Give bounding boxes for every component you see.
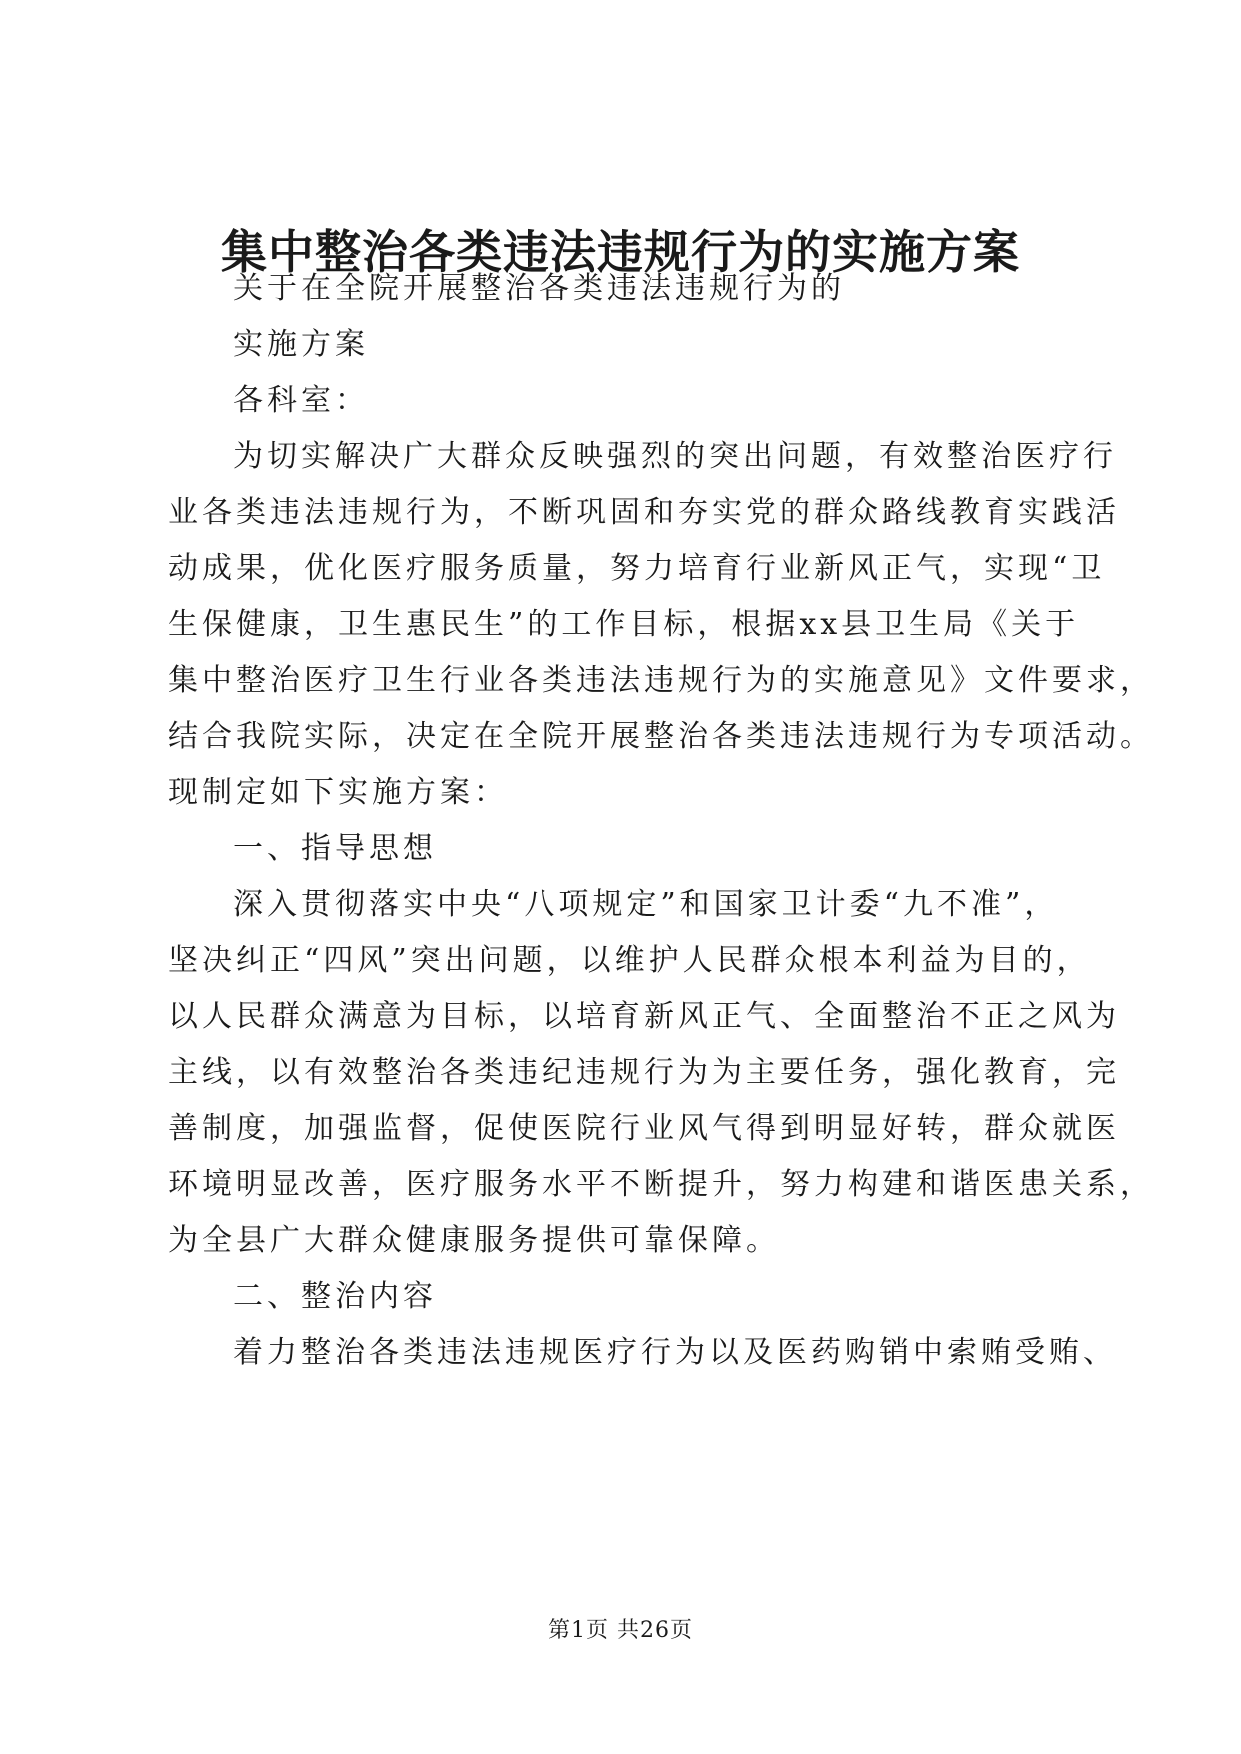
paragraph-line: 为切实解决广大群众反映强烈的突出问题，有效整治医疗行	[233, 439, 1117, 474]
paragraph-line: 坚决纠正“四风”突出问题，以维护人民群众根本利益为目的，	[168, 943, 1091, 978]
paragraph-line: 环境明显改善，医疗服务水平不断提升，努力构建和谐医患关系，	[168, 1167, 1154, 1202]
subtitle-line-1: 关于在全院开展整治各类违法违规行为的	[233, 271, 845, 306]
salutation: 各科室：	[233, 383, 369, 418]
paragraph-line: 为全县广大群众健康服务提供可靠保障。	[168, 1223, 780, 1258]
subtitle-line-2: 实施方案	[233, 327, 369, 362]
paragraph-line: 着力整治各类违法违规医疗行为以及医药购销中索贿受贿、	[233, 1335, 1117, 1370]
section-heading-1: 一、指导思想	[233, 831, 437, 866]
document-title: 集中整治各类违法违规行为的实施方案	[221, 225, 1020, 279]
paragraph-line: 业各类违法违规行为，不断巩固和夯实党的群众路线教育实践活	[168, 495, 1120, 530]
paragraph-line: 善制度，加强监督，促使医院行业风气得到明显好转，群众就医	[168, 1111, 1120, 1146]
paragraph-line: 生保健康，卫生惠民生”的工作目标，根据xx县卫生局《关于	[168, 607, 1080, 642]
section-heading-2: 二、整治内容	[233, 1279, 437, 1314]
paragraph-line: 深入贯彻落实中央“八项规定”和国家卫计委“九不准”，	[233, 887, 1059, 922]
paragraph-line: 结合我院实际，决定在全院开展整治各类违法违规行为专项活动。	[168, 719, 1154, 754]
page-footer: 第1页 共26页	[548, 1618, 693, 1643]
paragraph-line: 动成果，优化医疗服务质量，努力培育行业新风正气，实现“卫	[168, 551, 1106, 586]
paragraph-line: 集中整治医疗卫生行业各类违法违规行为的实施意见》文件要求，	[168, 663, 1154, 698]
paragraph-line: 现制定如下实施方案：	[168, 775, 508, 810]
paragraph-line: 以人民群众满意为目标，以培育新风正气、全面整治不正之风为	[168, 999, 1120, 1034]
paragraph-line: 主线，以有效整治各类违纪违规行为为主要任务，强化教育，完	[168, 1055, 1120, 1090]
